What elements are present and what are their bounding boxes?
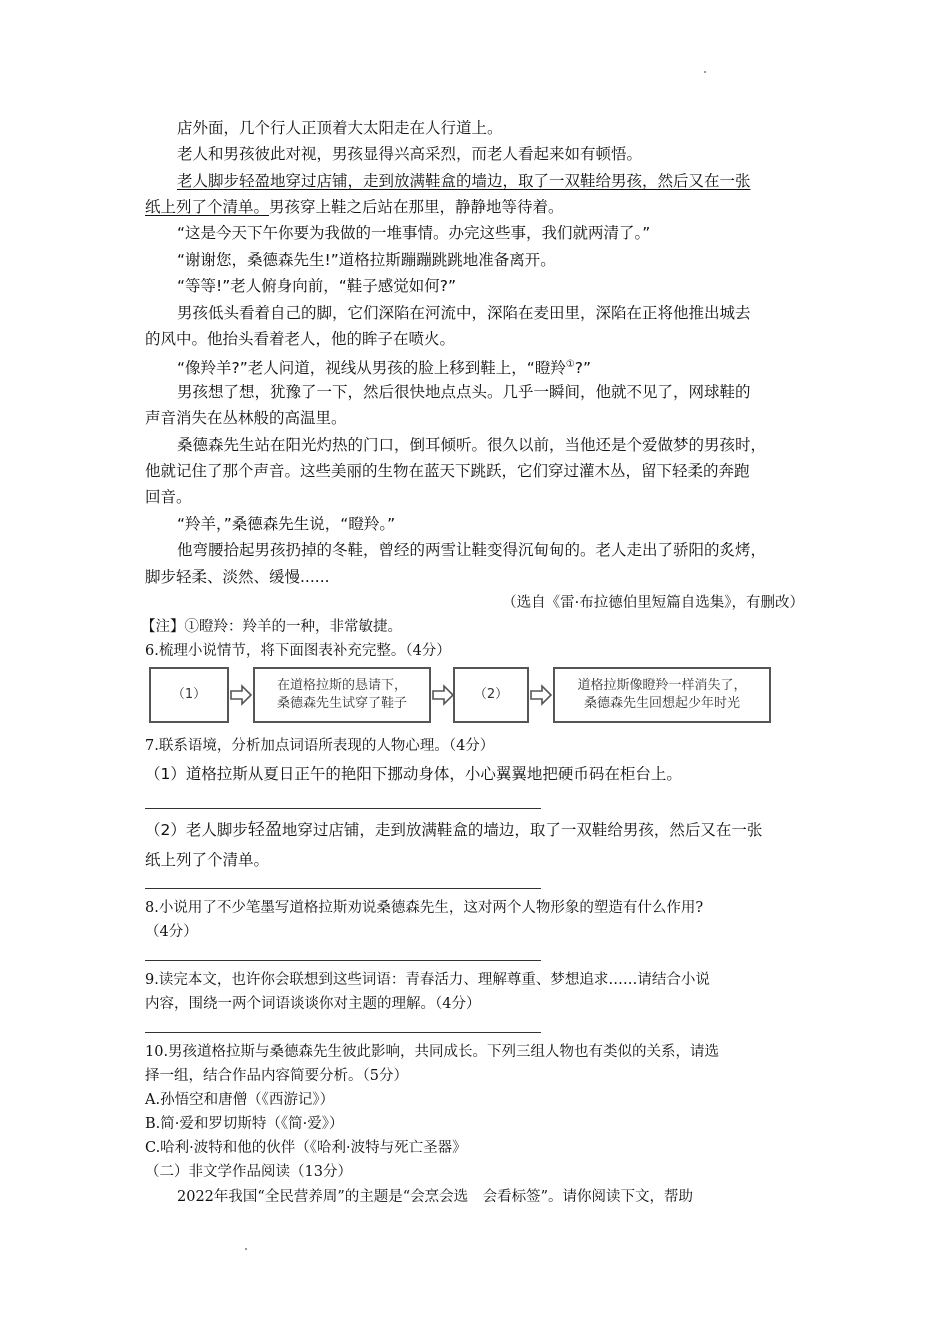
story-paragraph-cont: 回音。 [145,488,192,506]
story-paragraph: “羚羊，”桑德森先生说，“瞪羚。” [177,515,396,533]
answer-line [145,808,541,809]
option-c: C.哈利·波特和他的伙伴（《哈利·波特与死亡圣器》 [145,1140,467,1156]
story-paragraph-cont: 脚步轻柔、淡然、缓慢...... [145,568,330,586]
arrow-right-icon [530,684,552,706]
plain-text: ?” [574,359,592,378]
question-8: 8.小说用了不少笔墨写道格拉斯劝说桑德森先生，这对两个人物形象的塑造有什么作用? [145,900,704,916]
story-paragraph: 他弯腰拾起男孩扔掉的冬鞋，曾经的两雪让鞋变得沉甸甸的。老人走出了骄阳的炙烤， [177,541,767,559]
flow-box-text: 桑德森先生回想起少年时光 [583,696,740,711]
story-paragraph: 男孩低头看着自己的脚，它们深陷在河流中，深陷在麦田里，深陷在正将他推出城去 [177,304,751,322]
flow-box-2 [253,667,431,723]
story-paragraph: “这是今天下午你要为我做的一堆事情。办完这些事，我们就两清了。” [177,224,651,242]
story-paragraph: “等等!”老人俯身向前，“鞋子感觉如何?” [177,277,457,295]
question-10: 10.男孩道格拉斯与桑德森先生彼此影响，共同成长。下列三组人物也有类似的关系，请选 [145,1044,720,1060]
question-7-part-2-cont: 纸上列了个清单。 [145,851,270,869]
story-paragraph-cont: 他就记住了那个声音。这些美丽的生物在蓝天下跳跃，它们穿过灌木丛，留下轻柔的奔跑 [145,462,750,480]
section-heading: （二）非文学作品阅读（13分） [145,1164,352,1180]
question-9: 9.读完本文，也许你会联想到这些词语：青春活力、理解尊重、梦想追求……请结合小说 [145,972,710,988]
story-paragraph-cont: 的风中。他抬头看着老人，他的眸子在喷火。 [145,330,456,348]
question-8-cont: （4分） [145,924,198,940]
section-intro: 2022年我国“全民营养周”的主题是“会烹会选 会看标签”。请你阅读下文，帮助 [177,1189,694,1205]
footnote: 【注】①瞪羚：羚羊的一种，非常敏捷。 [141,619,402,635]
flow-box-label: （1） [171,687,207,702]
flow-box-1 [149,667,229,723]
answer-line [145,888,541,889]
dotted-word: 轻盈 [247,820,282,840]
story-paragraph-cont: 声音消失在丛林般的高温里。 [145,409,347,427]
question-7: 7.联系语境，分析加点词语所表现的人物心理。（4分） [145,738,495,754]
plain-text: （2）老人脚步 [145,821,248,839]
plain-text: “像羚羊?”老人问道，视线从男孩的脸上移到鞋上，“瞪羚 [177,359,566,378]
answer-line [145,960,541,961]
story-paragraph: 老人和男孩彼此对视，男孩显得兴高采烈，而老人看起来如有顿悟。 [177,145,643,163]
scan-speck [704,71,706,73]
underlined-text: 纸上列了个清单。 [145,198,270,216]
source-citation: （选自《雷·布拉德伯里短篇自选集》，有删改） [502,595,804,611]
question-9-cont: 内容，围绕一两个词语谈谈你对主题的理解。（4分） [145,996,481,1012]
answer-line [145,1032,541,1033]
footnote-marker: ① [565,359,575,370]
flow-box-text: 道格拉斯像瞪羚一样消失了， [577,678,747,693]
plain-text: 地穿过店铺，走到放满鞋盒的墙边，取了一双鞋给男孩，然后又在一张 [281,821,763,839]
question-10-cont: 择一组，结合作品内容简要分析。（5分） [145,1068,408,1084]
story-paragraph: 男孩想了想，犹豫了一下，然后很快地点点头。几乎一瞬间，他就不见了，网球鞋的 [177,383,751,401]
flow-box-text: 在道格拉斯的恳请下， [276,678,407,693]
question-6: 6.梳理小说情节，将下面图表补充完整。（4分） [145,643,451,659]
question-7-part-1: （1）道格拉斯从夏日正午的艳阳下挪动身体，小心翼翼地把硬币码在柜台上。 [145,765,682,783]
flow-box-3 [453,667,529,723]
arrow-right-icon [230,684,252,706]
scan-speck [245,1248,247,1250]
option-b: B.简·爱和罗切斯特（《简·爱》） [145,1116,344,1132]
option-a: A.孙悟空和唐僧（《西游记》） [145,1092,335,1108]
story-paragraph: “谢谢您，桑德森先生!”道格拉斯蹦蹦跳跳地准备离开。 [177,251,556,269]
story-paragraph-cont [145,196,564,218]
story-paragraph: 店外面，几个行人正顶着大太阳走在人行道上。 [177,119,503,137]
flow-box-4 [553,667,771,723]
arrow-right-icon [432,684,454,706]
flow-box-label: （2） [473,687,509,702]
flow-box-text: 桑德森先生试穿了鞋子 [276,696,407,711]
plain-text: 男孩穿上鞋之后站在那里，静静地等待着。 [269,198,564,216]
story-paragraph: 桑德森先生站在阳光灼热的门口，倒耳倾听。很久以前，当他还是个爱做梦的男孩时， [177,436,767,454]
question-7-part-2 [145,819,762,841]
story-paragraph [177,354,591,379]
story-paragraph-underlined: 老人脚步轻盈地穿过店铺，走到放满鞋盒的墙边，取了一双鞋给男孩，然后又在一张 [177,172,751,190]
